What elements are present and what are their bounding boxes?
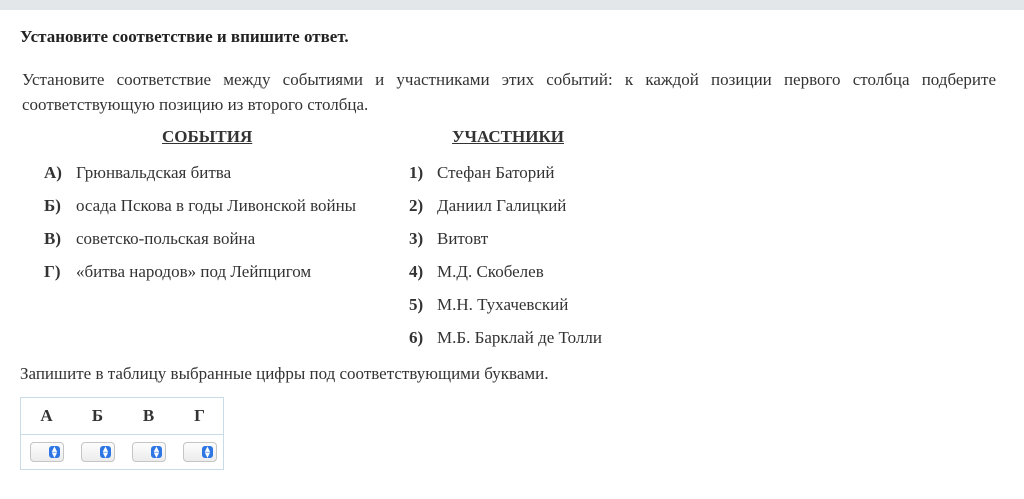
event-marker: В) <box>44 229 61 248</box>
answer-table <box>20 397 224 470</box>
answer-select-v[interactable] <box>132 442 166 462</box>
participant-text: Даниил Галицкий <box>437 196 567 215</box>
answer-cell-b <box>72 442 123 464</box>
event-text: советско-польская война <box>76 229 256 248</box>
event-text: осада Пскова в годы Ливонской войны <box>76 196 357 215</box>
events-column-header: СОБЫТИЯ <box>162 127 253 146</box>
participant-text: Стефан Баторий <box>437 163 555 182</box>
top-bar <box>0 0 1024 10</box>
participant-text: М.Б. Барклай де Толли <box>437 328 602 347</box>
participant-text: Витовт <box>437 229 489 248</box>
event-marker: Г) <box>44 262 61 281</box>
participant-marker: 3) <box>409 229 424 248</box>
participant-marker: 2) <box>409 196 424 215</box>
event-marker: А) <box>44 163 62 182</box>
participant-text: М.Д. Скобелев <box>437 262 544 281</box>
task-prompt: Установите соответствие между событиями и участниками этих событий: к каждой позиции первого столбца подберите соответствующую позицию из второго столбца. <box>22 70 996 114</box>
answer-select-b[interactable] <box>81 442 115 462</box>
participant-marker: 6) <box>409 328 424 347</box>
answer-table-header-row <box>21 398 223 435</box>
answer-select-g[interactable] <box>183 442 217 462</box>
up-down-chevron-icon: ▲ ▼ <box>49 446 60 458</box>
participants-column-header: УЧАСТНИКИ <box>452 127 564 146</box>
answer-header-v: В <box>142 406 155 425</box>
answer-cell-v <box>123 442 174 464</box>
event-text: «битва народов» под Лейпцигом <box>76 262 312 281</box>
answer-cell-g <box>174 442 225 464</box>
event-text: Грюнвальдская битва <box>76 163 232 182</box>
answer-instruction: Запишите в таблицу выбранные цифры под соответствующими буквами. <box>20 364 549 383</box>
event-marker: Б) <box>44 196 61 215</box>
answer-header-a: А <box>40 406 53 425</box>
up-down-chevron-icon: ▲ ▼ <box>151 446 162 458</box>
up-down-chevron-icon: ▲ ▼ <box>100 446 111 458</box>
answer-cell-a <box>21 442 72 464</box>
up-down-chevron-icon: ▲ ▼ <box>202 446 213 458</box>
participant-marker: 1) <box>409 163 424 182</box>
participant-marker: 5) <box>409 295 424 314</box>
task-instruction: Установите соответствие и впишите ответ. <box>20 27 349 46</box>
participant-text: М.Н. Тухачевский <box>437 295 569 314</box>
answer-header-b: Б <box>91 406 104 425</box>
answer-header-g: Г <box>194 406 205 425</box>
answer-select-a[interactable] <box>30 442 64 462</box>
participant-marker: 4) <box>409 262 424 281</box>
